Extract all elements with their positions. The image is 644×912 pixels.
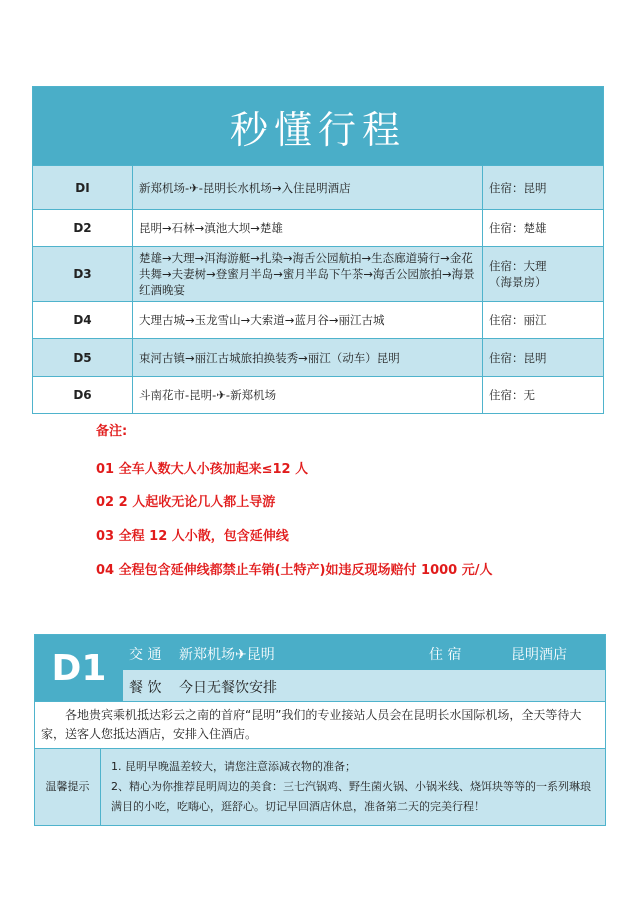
stay-cell: 住宿：无 — [489, 388, 535, 402]
stay-cell: 住宿：昆明 — [489, 350, 547, 365]
note-item: 04 全程包含延伸线都禁止车销(土特产)如违反现场赔付 1000 元/人 — [96, 563, 493, 578]
day-cell: DI — [33, 166, 133, 209]
route-cell: 昆明→石林→滇池大坝→楚雄 — [133, 210, 483, 246]
day1-badge: D1 — [35, 635, 123, 701]
schedule-row — [33, 301, 603, 338]
notes-heading: 备注: — [96, 424, 128, 439]
transport-value: 新郑机场✈昆明 — [179, 647, 275, 663]
note-item: 01 全车人数大人小孩加起来≤12 人 — [96, 462, 309, 477]
meal-label: 餐 饮 — [129, 680, 162, 696]
schedule-row — [33, 209, 603, 246]
route-cell: 楚雄→大理→洱海游艇→扎染→海舌公园航拍→生态廊道骑行→金花共舞→夫妻树→登蜜月半岛→蜜月半岛下午茶→海舌公园旅拍→海景红酒晚宴 — [133, 247, 483, 301]
tips-label: 温馨提示 — [35, 749, 101, 825]
day-cell: D6 — [33, 377, 133, 413]
meal-value: 今日无餐饮安排 — [179, 680, 277, 696]
day1-transport-row — [123, 635, 605, 670]
day-cell: D2 — [33, 210, 133, 246]
day1-tips — [35, 748, 605, 825]
day-cell: D4 — [33, 302, 133, 338]
day1-header — [35, 635, 605, 701]
stay-cell: 住宿：昆明 — [489, 180, 547, 195]
route-cell: 新郑机场-✈-昆明长水机场→入住昆明酒店 — [133, 166, 483, 209]
stay-cell: 住宿：楚雄 — [489, 221, 547, 235]
schedule-row — [33, 338, 603, 376]
route-cell: 斗南花市-昆明-✈-新郑机场 — [133, 377, 483, 413]
stay-label: 住 宿 — [429, 647, 462, 663]
stay-cell: 住宿：丽江 — [489, 313, 547, 327]
stay-cell: 住宿：大理 （海景房） — [489, 259, 547, 289]
note-item: 03 全程 12 人小散，包含延伸线 — [96, 529, 289, 544]
route-cell: 大理古城→玉龙雪山→大索道→蓝月谷→丽江古城 — [133, 302, 483, 338]
stay-value: 昆明酒店 — [511, 647, 567, 663]
note-item: 02 2 人起收无论几人都上导游 — [96, 495, 276, 510]
tip-item: 2、精心为你推荐昆明周边的美食：三七汽锅鸡、野生菌火锅、小锅米线、烧饵块等等的一系列琳琅满目的小吃，吃嗨心，逛舒心。切记早回酒店休息，准备第二天的完美行程！ — [111, 780, 591, 813]
schedule-row — [33, 246, 603, 301]
schedule-table — [32, 86, 604, 414]
day1-card — [34, 634, 606, 826]
schedule-title: 秒懂行程 — [33, 87, 603, 165]
day-cell: D3 — [33, 247, 133, 301]
transport-label: 交 通 — [129, 647, 162, 663]
day1-meal-row — [123, 670, 605, 701]
day-cell: D5 — [33, 339, 133, 376]
schedule-row — [33, 165, 603, 209]
route-cell: 束河古镇→丽江古城旅拍换装秀→丽江（动车）昆明 — [133, 339, 483, 376]
tip-item: 1. 昆明早晚温差较大，请您注意添减衣物的准备； — [111, 760, 356, 773]
schedule-row — [33, 376, 603, 413]
day1-description: 各地贵宾乘机抵达彩云之南的首府“昆明”我们的专业接站人员会在昆明长水国际机场，全天等待大家，送客人您抵达酒店，安排入住酒店。 — [35, 701, 605, 748]
